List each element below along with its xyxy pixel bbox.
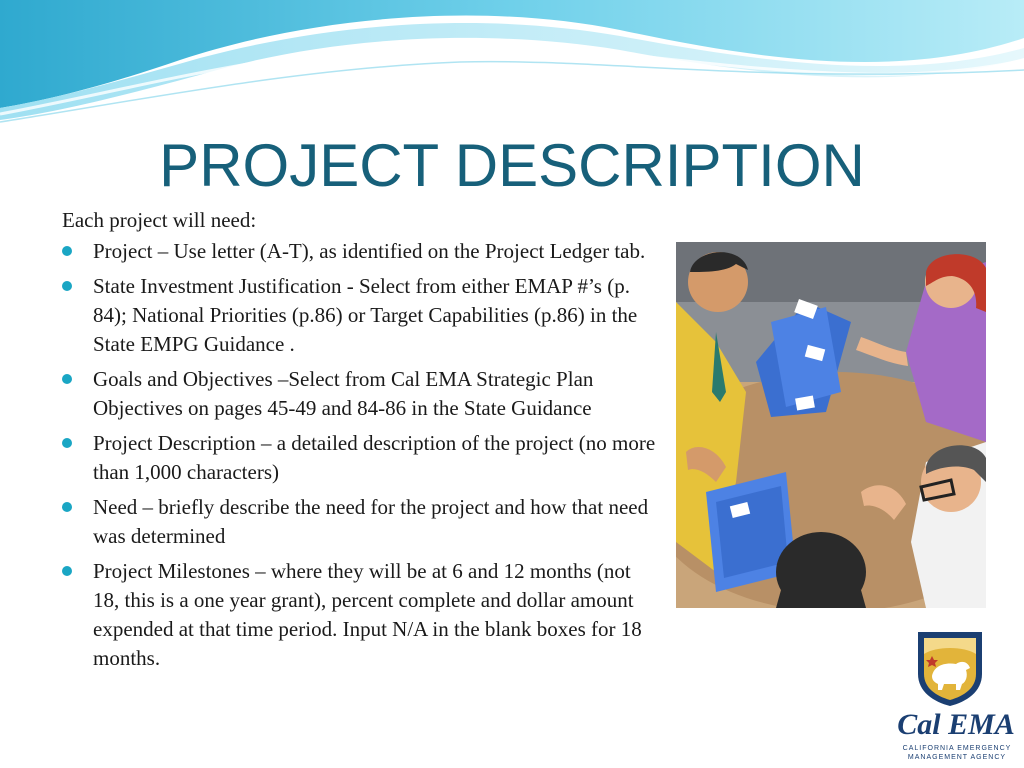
bullet-text: Need – briefly describe the need for the project and how that need was determined — [93, 495, 649, 548]
bullet-text: Project – Use letter (A-T), as identified on the Project Ledger tab. — [93, 239, 646, 263]
slide-body — [62, 206, 662, 679]
bullet-dot-icon — [62, 438, 72, 448]
list-item — [62, 493, 662, 551]
bullet-dot-icon — [62, 246, 72, 256]
intro-text: Each project will need: — [62, 208, 257, 232]
list-item — [62, 237, 662, 266]
cal-ema-logo — [880, 616, 1024, 768]
bullet-dot-icon — [62, 281, 72, 291]
logo-wordmark: Cal EMA — [897, 708, 1015, 741]
business-meeting-clipart — [676, 242, 986, 608]
list-item — [62, 429, 662, 487]
header-wave-decoration — [0, 0, 1024, 130]
bullet-text: State Investment Justification - Select from either EMAP #’s (p. 84); National Priorities (p.86) or Target Capabilities (p.86) in the State EMPG Guidance . — [93, 274, 638, 356]
bullet-list — [62, 237, 662, 673]
bullet-dot-icon — [62, 374, 72, 384]
bullet-dot-icon — [62, 566, 72, 576]
list-item — [62, 365, 662, 423]
bullet-dot-icon — [62, 502, 72, 512]
list-item — [62, 272, 662, 359]
logo-subtext: CALIFORNIA EMERGENCY MANAGEMENT AGENCY — [902, 745, 1012, 761]
slide-title: PROJECT DESCRIPTION — [159, 132, 865, 199]
bear-seal-icon — [916, 630, 984, 708]
bullet-text: Goals and Objectives –Select from Cal EMA Strategic Plan Objectives on pages 45-49 and 84-86 in the State Guidance — [93, 367, 594, 420]
list-item — [62, 557, 662, 673]
bullet-text: Project Milestones – where they will be at 6 and 12 months (not 18, this is a one year grant), percent complete and dollar amount expended at that time period. Input N/A in the blank boxes for 18 months. — [93, 559, 642, 670]
bullet-text: Project Description – a detailed description of the project (no more than 1,000 characters) — [93, 431, 656, 484]
